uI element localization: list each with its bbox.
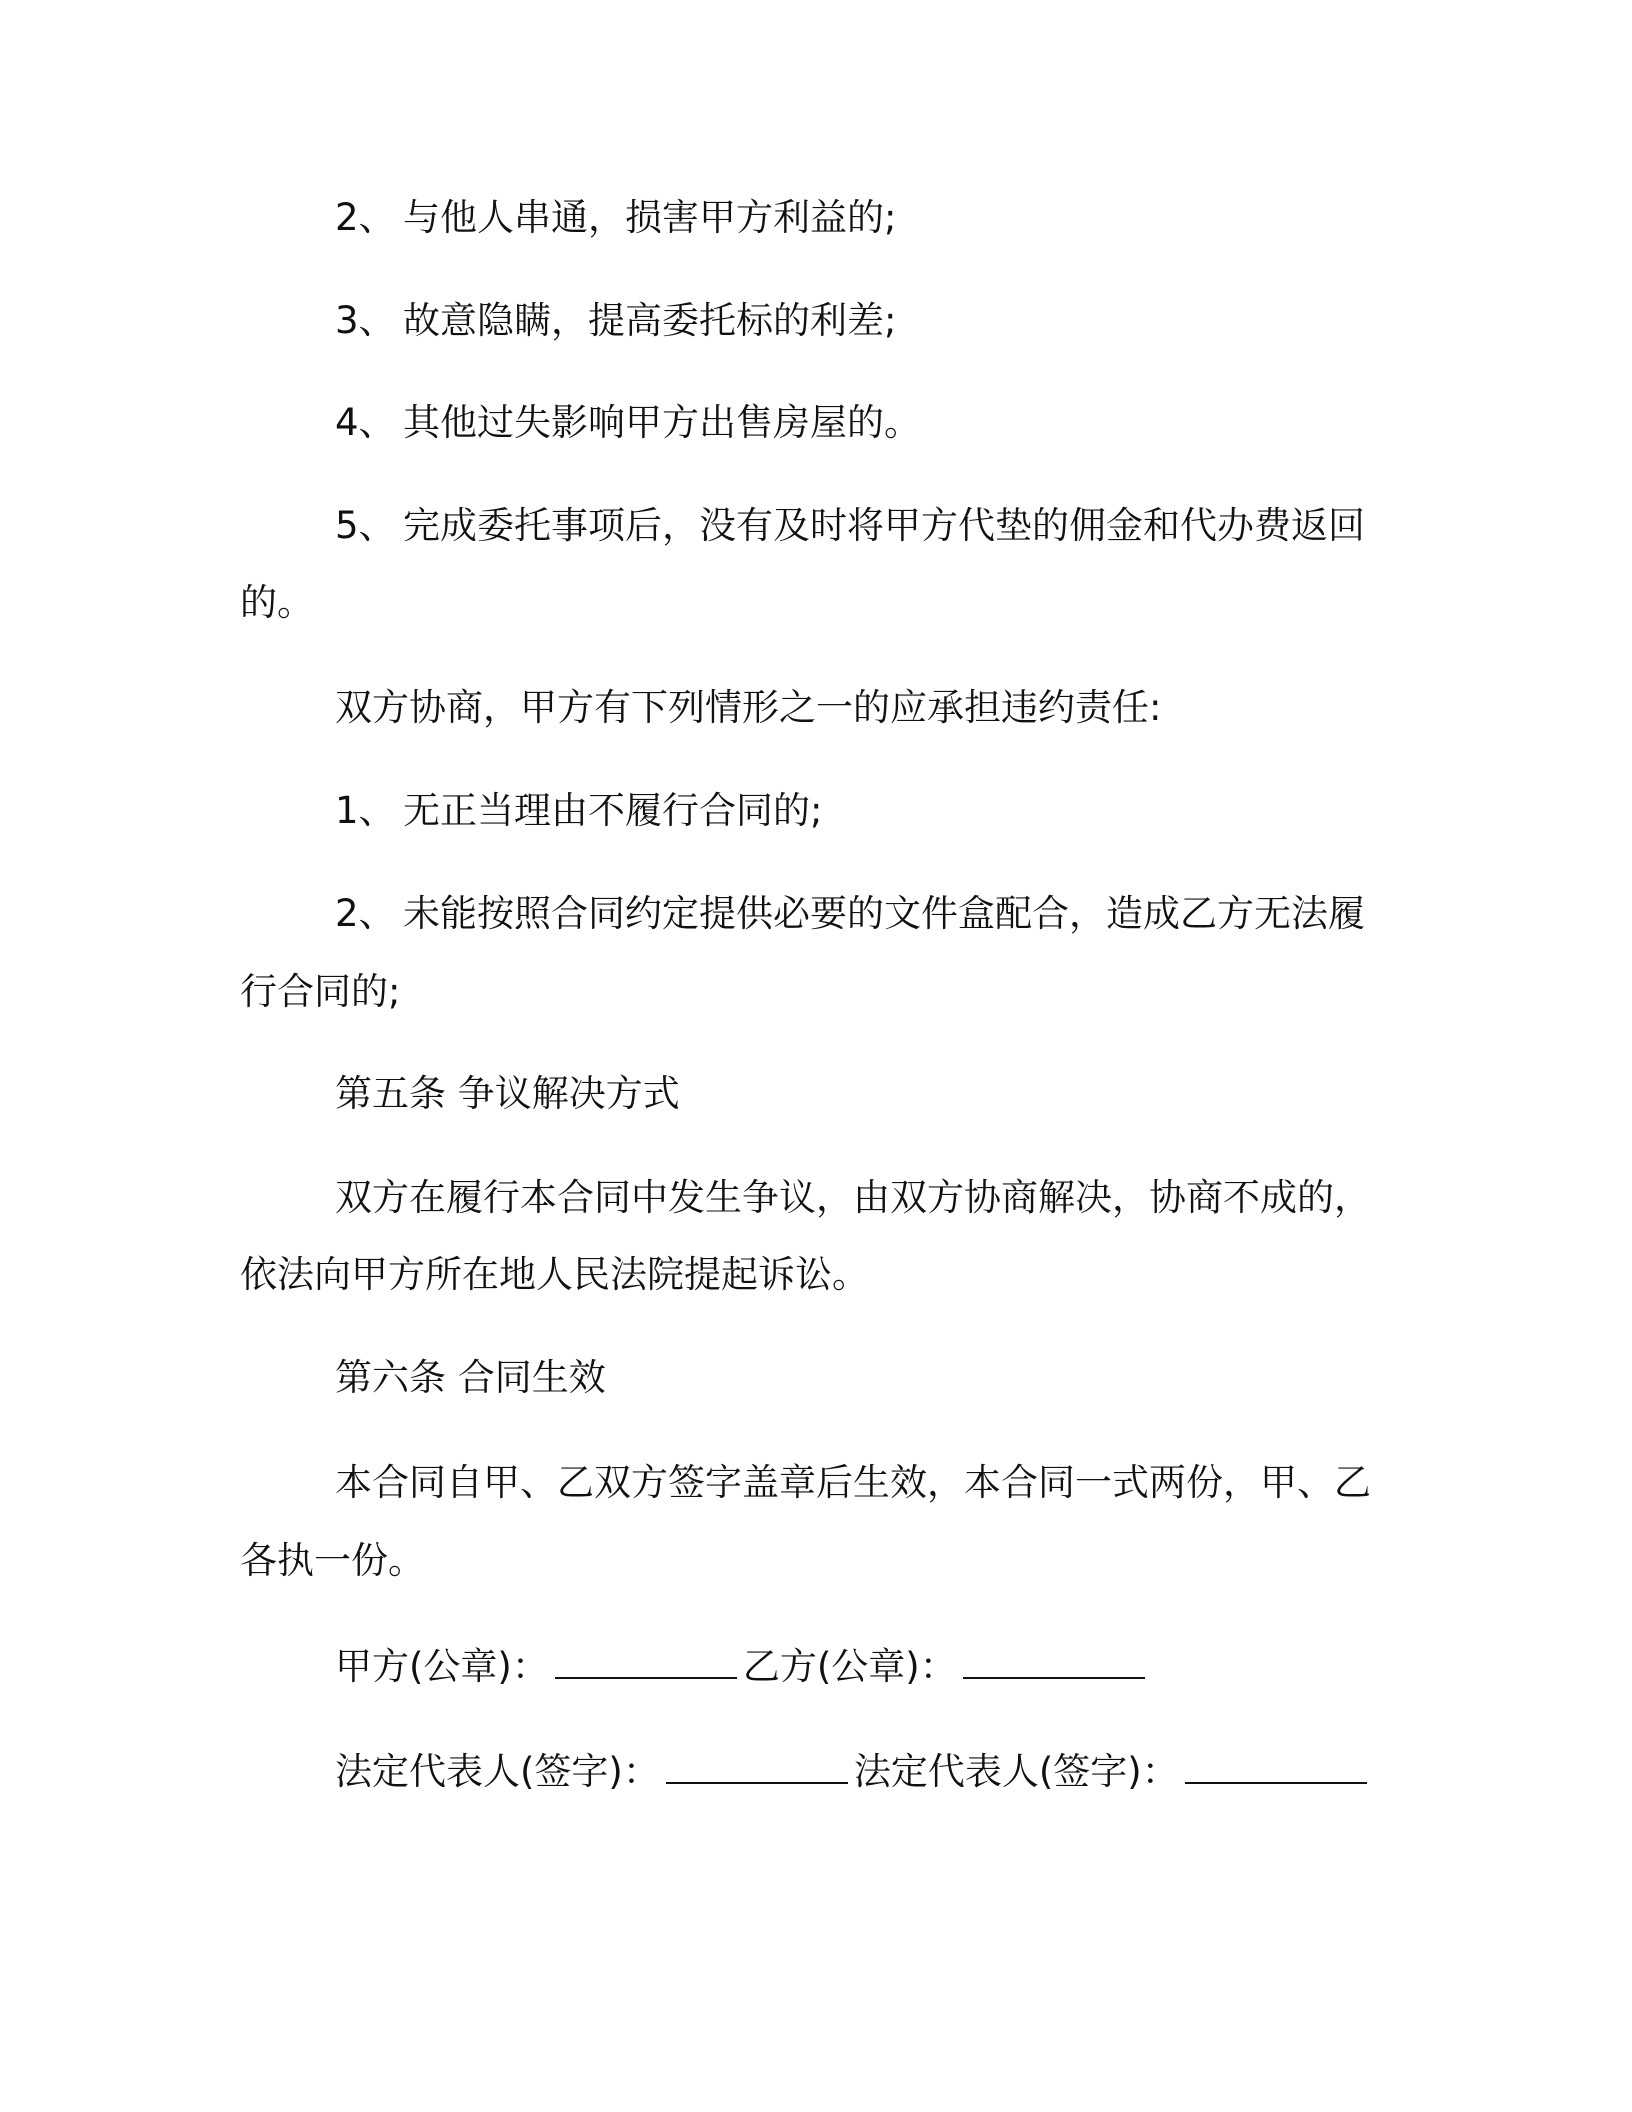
list-item-text: 其他过失影响甲方出售房屋的。 xyxy=(403,401,921,444)
list-item-number: 2、 xyxy=(335,196,396,239)
party-a-representative-blank xyxy=(666,1752,848,1784)
paragraph: 本合同自甲、乙双方签字盖章后生效，本合同一式两份，甲、乙 xyxy=(335,1461,1371,1504)
list-item-text: 故意隐瞒，提高委托标的利差; xyxy=(403,299,897,342)
list-item-number: 5、 xyxy=(335,504,396,547)
list-item-text: 无正当理由不履行合同的; xyxy=(403,789,823,832)
list-item xyxy=(335,504,1365,548)
list-item xyxy=(335,196,896,240)
party-b-seal-label: 乙方(公章)： xyxy=(742,1645,957,1688)
list-item-number: 2、 xyxy=(335,892,396,935)
paragraph-continuation: 各执一份。 xyxy=(240,1539,425,1582)
party-a-representative-label: 法定代表人(签字)： xyxy=(335,1750,660,1793)
list-item xyxy=(335,789,822,833)
list-item-number: 3、 xyxy=(335,299,396,342)
list-item-continuation: 的。 xyxy=(240,581,314,624)
party-a-seal-label: 甲方(公章)： xyxy=(335,1645,549,1688)
party-b-representative-blank xyxy=(1185,1752,1367,1784)
party-b-representative-label: 法定代表人(签字)： xyxy=(853,1750,1179,1793)
list-item-text: 完成委托事项后，没有及时将甲方代垫的佣金和代办费返回 xyxy=(403,504,1365,547)
section-heading: 第五条 争议解决方式 xyxy=(335,1072,680,1115)
list-item-number: 4、 xyxy=(335,401,396,444)
paragraph: 双方在履行本合同中发生争议，由双方协商解决，协商不成的， xyxy=(335,1176,1371,1219)
section-heading: 第六条 合同生效 xyxy=(335,1356,606,1399)
list-item-continuation: 行合同的; xyxy=(240,970,401,1013)
paragraph-continuation: 依法向甲方所在地人民法院提起诉讼。 xyxy=(240,1253,869,1296)
party-b-seal-blank xyxy=(963,1647,1145,1679)
list-item xyxy=(335,299,896,343)
list-item xyxy=(335,401,921,445)
list-item-text: 与他人串通，损害甲方利益的; xyxy=(403,196,897,239)
party-a-seal-blank xyxy=(555,1647,737,1679)
signature-row-seal xyxy=(335,1645,1151,1689)
list-item xyxy=(335,892,1365,936)
signature-row-representative xyxy=(335,1750,1373,1794)
list-item-number: 1、 xyxy=(335,789,396,832)
paragraph: 双方协商，甲方有下列情形之一的应承担违约责任: xyxy=(335,686,1162,729)
list-item-text: 未能按照合同约定提供必要的文件盒配合，造成乙方无法履 xyxy=(403,892,1365,935)
